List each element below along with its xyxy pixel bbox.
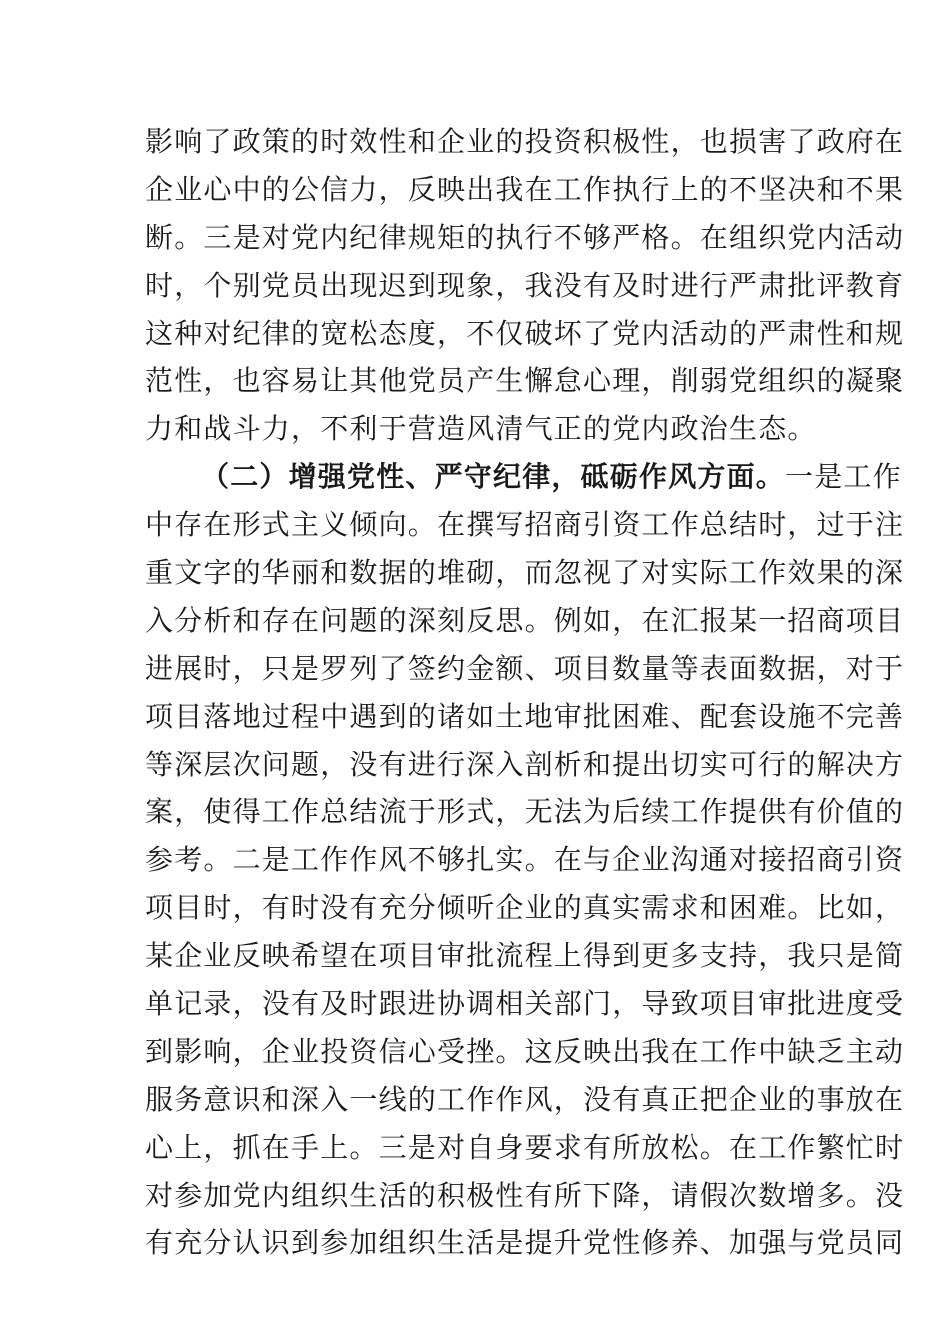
section-first-line xyxy=(145,453,902,501)
paragraph-line: 单记录，没有及时跟进协调相关部门，导致项目审批进度受 xyxy=(145,987,905,1021)
paragraph-line: 案，使得工作总结流于形式，无法为后续工作提供有价值的 xyxy=(145,795,905,829)
paragraph-line: 有充分认识到参加组织生活是提升党性修养、加强与党员同 xyxy=(145,1226,905,1260)
paragraph-line: 中存在形式主义倾向。在撰写招商引资工作总结时，过于注 xyxy=(145,508,905,542)
paragraph-line: 心上，抓在手上。三是对自身要求有所放松。在工作繁忙时 xyxy=(145,1130,905,1164)
paragraph-line: 影响了政策的时效性和企业的投资积极性，也损害了政府在 xyxy=(145,125,905,158)
paragraph-line: 等深层次问题，没有进行深入剖析和提出切实可行的解决方 xyxy=(145,747,905,781)
paragraph-line: 重文字的华丽和数据的堆砌，而忽视了对实际工作效果的深 xyxy=(145,556,905,590)
paragraph-line: 参考。二是工作作风不够扎实。在与企业沟通对接招商引资 xyxy=(145,843,905,877)
section-heading: （二）增强党性、严守纪律，砥砺作风方面。 xyxy=(201,460,786,494)
paragraph-line: 某企业反映希望在项目审批流程上得到更多支持，我只是简 xyxy=(145,939,905,973)
paragraph-line: 这种对纪律的宽松态度，不仅破坏了党内活动的严肃性和规 xyxy=(145,316,905,350)
body-text xyxy=(145,118,905,1267)
paragraph-line: 范性，也容易让其他党员产生懈怠心理，削弱党组织的凝聚 xyxy=(145,364,905,398)
paragraph-line: 项目落地过程中遇到的诸如土地审批困难、配套设施不完善 xyxy=(145,699,905,733)
paragraph-line: 入分析和存在问题的深刻反思。例如，在汇报某一招商项目 xyxy=(145,603,905,637)
paragraph-line: 项目时，有时没有充分倾听企业的真实需求和困难。比如， xyxy=(145,891,905,925)
paragraph-line: 时，个别党员出现迟到现象，我没有及时进行严肃批评教育 xyxy=(145,268,905,302)
paragraph-line: 进展时，只是罗列了签约金额、项目数量等表面数据，对于 xyxy=(145,651,905,685)
paragraph-line: 服务意识和深入一线的工作作风，没有真正把企业的事放在 xyxy=(145,1082,905,1116)
section-first-line-text: 一是工作 xyxy=(785,460,902,494)
paragraph-line: 到影响，企业投资信心受挫。这反映出我在工作中缺乏主动 xyxy=(145,1034,905,1068)
paragraph-line: 力和战斗力，不利于营造风清气正的党内政治生态。 xyxy=(145,412,817,446)
paragraph-line: 对参加党内组织生活的积极性有所下降，请假次数增多。没 xyxy=(145,1178,905,1212)
paragraph-line: 断。三是对党内纪律规矩的执行不够严格。在组织党内活动 xyxy=(145,220,905,254)
paragraph-line: 企业心中的公信力，反映出我在工作执行上的不坚决和不果 xyxy=(145,172,905,206)
